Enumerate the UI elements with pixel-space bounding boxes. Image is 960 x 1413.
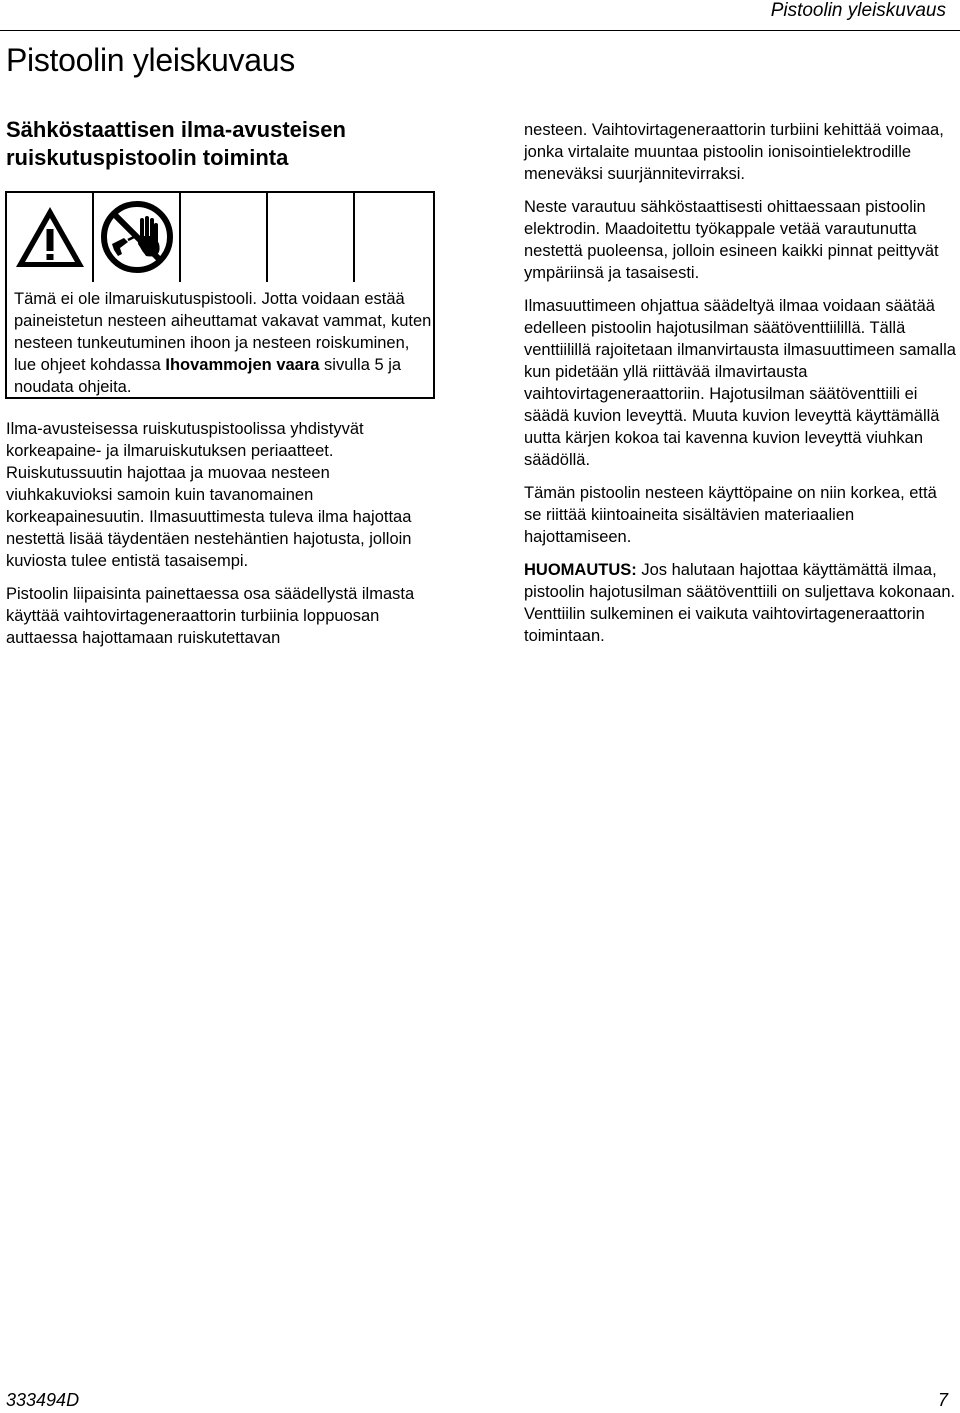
warning-box (5, 191, 435, 399)
note-paragraph (524, 559, 956, 647)
warning-reference: Ihovammojen vaara (165, 356, 320, 374)
paragraph: nesteen. Vaihtovirtageneraattorin turbiini kehittää voimaa, jonka virtalaite muuntaa pistoolin ionisointielektrodille meneväksi suurjännitevirraksi. (524, 121, 944, 183)
right-column (524, 119, 956, 658)
running-header-title: Pistoolin yleiskuvaus (770, 0, 946, 21)
paragraph: Ilma-avusteisessa ruiskutuspistoolissa yhdistyvät korkeapaine- ja ilmaruiskutuksen periaatteet. Ruiskutussuutin hajottaa ja muovaa nesteen viuhkakuvioksi samoin kuin tavanomainen korkeapainesuutin. Ilmasuuttimesta tuleva ilma hajottaa nestettä lisää täydentäen nestehäntien hajotusta, jolloin kuviosta tulee entistä tasaisempi. (6, 420, 412, 570)
paragraph: Ilmasuuttimeen ohjattua säädeltyä ilmaa voidaan säätää edelleen pistoolin hajotusilman säätöventtiilillä. Tällä venttiilillä rajoitetaan ilmanvirtausta ilmasuuttimeen samalla kun pidetään yllä riittävää ilmavirtausta vaihtovirtageneraattoriin. Hajotusilman säätöventtiili ei säädä kuvion leveyttä. Muuta kuvion leveyttä käyttämällä uutta kärjen kokoa tai kavenna kuvion leveyttä viuhkan säädöllä. (524, 297, 956, 469)
page-number: 7 (937, 1390, 948, 1410)
warning-icon-cell (7, 193, 94, 282)
doc-number: 333494D (6, 1390, 80, 1410)
note-label: HUOMAUTUS: (524, 561, 637, 579)
paragraph: Neste varautuu sähköstaattisesti ohittaessaan pistoolin elektrodin. Maadoitettu työkappale vetää varautunutta nestettä puoleensa, jolloin esineen kaikki pinnat peittyvät ympäriinsä ja tasaisesti. (524, 198, 939, 282)
paragraph: Tämän pistoolin nesteen käyttöpaine on niin korkea, että se riittää kiintoaineita sisältävien materiaalien hajottamiseen. (524, 484, 937, 546)
page-title: Pistoolin yleiskuvaus (6, 42, 295, 78)
warning-text (14, 288, 434, 398)
paragraph: Pistoolin liipaisinta painettaessa osa säädellystä ilmasta käyttää vaihtovirtageneraattorin turbiinia loppuosan auttaessa hajottamaan ruiskutettavan (6, 585, 415, 647)
note-text: Jos halutaan hajottaa käyttämättä ilmaa, pistoolin hajotusilman säätöventtiili on suljettava kokonaan. Venttiilin sulkeminen ei vaikuta vaihtovirtageneraattorin toimintaan. (524, 561, 956, 645)
warning-text-end: sivulla 5 ja noudata ohjeita. (14, 356, 402, 396)
warning-triangle-icon (13, 203, 87, 271)
warning-icon-row (7, 193, 433, 282)
warning-text-intro: Tämä ei ole ilmaruiskutuspistooli. Jotta voidaan estää paineistetun nesteen aiheuttamat vakavat vammat, kuten nesteen tunkeutuminen ihoon ja nesteen roiskuminen, lue ohjeet kohdassa (14, 290, 432, 374)
hand-injection-icon-cell (94, 193, 181, 282)
empty-icon-cell (181, 193, 268, 282)
running-header (0, 0, 960, 31)
no-hand-injection-icon (98, 198, 176, 276)
left-column (6, 418, 436, 660)
section-title: Sähköstaattisen ilma-avusteisen ruiskutuspistoolin toiminta (6, 117, 346, 170)
empty-icon-cell (268, 193, 355, 282)
